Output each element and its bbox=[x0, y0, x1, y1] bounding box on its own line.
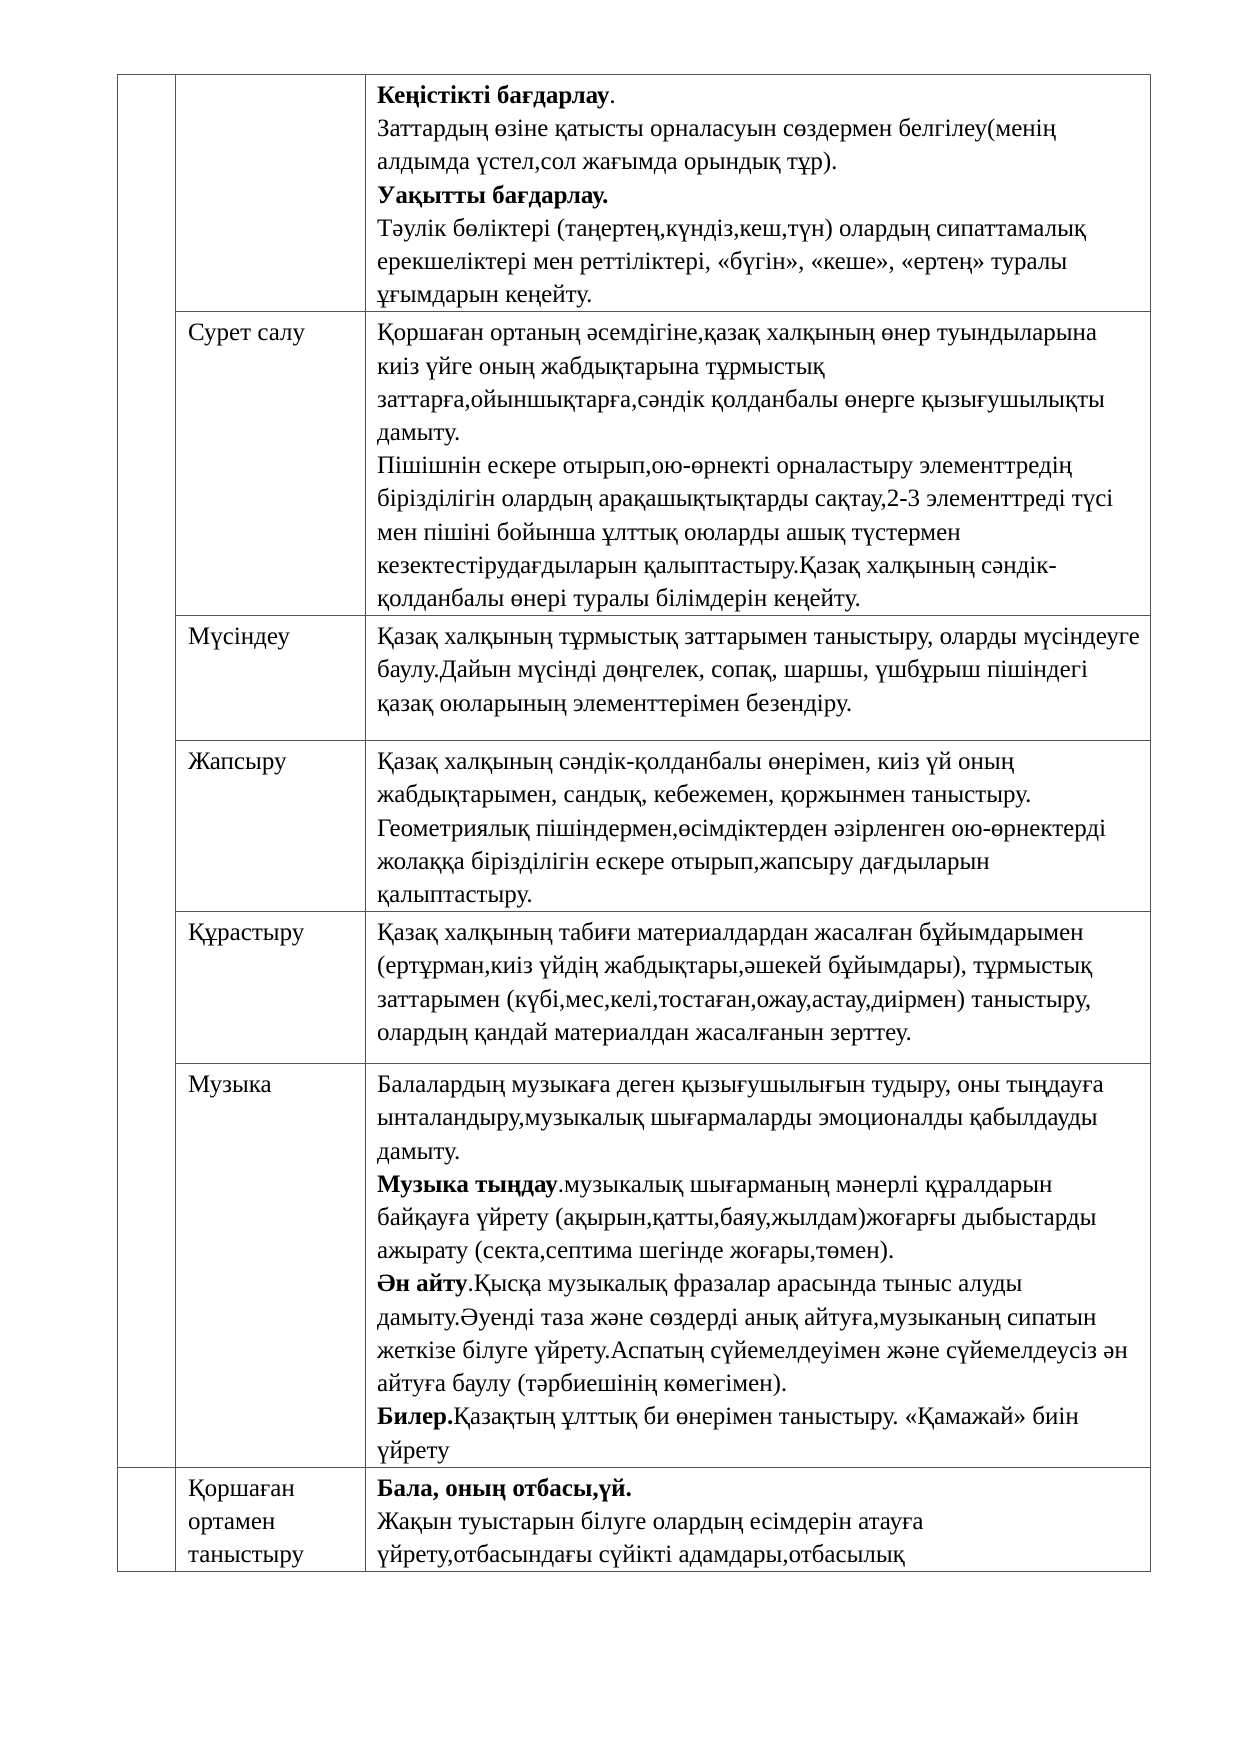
table-row bbox=[118, 616, 1151, 741]
bold-heading: Кеңістікті бағдарлау bbox=[377, 82, 610, 109]
table-row bbox=[118, 1064, 1151, 1467]
bold-heading: Бала, оның отбасы,үй. bbox=[377, 1474, 632, 1502]
content-paragraph bbox=[377, 449, 1142, 615]
subject-label: Құрастыру bbox=[188, 919, 305, 947]
paragraph-text: Қазақтың ұлттық би өнерімен таныстыру. «Қамажай» биін үйрету bbox=[377, 1403, 1079, 1464]
subject-label: Жапсыру bbox=[188, 748, 287, 776]
paragraph-text: Қазақ халқының табиғи материалдардан жасалған бұйымдарымен (ертұрман,киіз үйдің жабдықтары,әшекей бұйымдары), тұрмыстық заттарымен (күбі,мес,келі,тостаған,ожау,астау,диірмен) таныстыру, олардың қандай материалдан жасалғанын зерттеу. bbox=[377, 919, 1093, 1046]
content-paragraph bbox=[377, 316, 1142, 449]
content-cell bbox=[366, 912, 1151, 1064]
table-row bbox=[118, 312, 1151, 616]
bold-heading: Уақытты бағдарлау. bbox=[377, 181, 609, 209]
subject-cell bbox=[176, 312, 366, 616]
content-paragraph bbox=[377, 812, 1142, 912]
paragraph-text: .музыкалық шығарманың мәнерлі құралдарын байқауға үйрету (ақырын,қатты,баяу,жылдам)жоғарғы дыбыстарды ажырату (секта,септима шегінде жоғары,төмен). bbox=[377, 1170, 1097, 1265]
content-paragraph bbox=[377, 179, 1142, 212]
subject-label: Сурет салу bbox=[188, 319, 306, 347]
subject-label: Музыка bbox=[188, 1071, 272, 1099]
paragraph-text: Пішішнін ескере отырып,ою-өрнекті орналастыру элементтредің бірізділігін олардың арақашықтықтарды сақтау,2-3 элементтреді түсі мен пішіні бойынша ұлттық оюларды ашық түстермен кезектестірудағдыларын қалыптастыру.Қазақ халқының сәндік-қолданбалы өнері туралы білімдерін кеңейту. bbox=[377, 452, 1114, 613]
subject-cell bbox=[176, 1467, 366, 1572]
curriculum-table bbox=[117, 74, 1151, 1572]
paragraph-text: Балалардың музыкаға деген қызығушылығын тудыру, оны тыңдауға ынталандыру,музыкалық шығармаларды эмоционалды қабылдауды дамыту. bbox=[377, 1071, 1104, 1165]
content-paragraph bbox=[377, 1267, 1142, 1400]
paragraph-text: Заттардың өзіне қатысты орналасуын сөздермен белгілеу(менің алдымда үстел,сол жағымда орындық тұр). bbox=[377, 115, 1056, 176]
content-cell bbox=[366, 1064, 1151, 1467]
bold-heading: Билер. bbox=[377, 1403, 454, 1431]
paragraph-text: Тәулік бөліктері (таңертең,күндіз,кеш,түн) олардың сипаттамалық ерекшеліктері мен реттіліктері, «бүгін», «кеше», «ертең» туралы ұғымдарын кеңейту. bbox=[377, 214, 1087, 309]
subject-cell bbox=[176, 912, 366, 1064]
index-cell bbox=[118, 1467, 176, 1572]
content-cell bbox=[366, 616, 1151, 741]
bold-heading: Музыка тыңдау bbox=[377, 1170, 558, 1198]
table-row bbox=[118, 912, 1151, 1064]
content-paragraph bbox=[377, 112, 1142, 178]
subject-cell bbox=[176, 741, 366, 912]
subject-label: Қоршаған ортамен таныстыру bbox=[188, 1474, 304, 1569]
table-row bbox=[118, 1467, 1151, 1572]
content-paragraph bbox=[377, 1068, 1142, 1168]
paragraph-text: .Қысқа музыкалық фразалар арасында тыныс алуды дамыту.Әуенді таза және сөздерді анық айтуға,музыканың сипатын жеткізе білуге үйрету.Аспатың сүйемелдеуімен және сүйемелдеусіз ән айтуға баулу (тәрбиешінің көмегімен). bbox=[377, 1270, 1128, 1398]
paragraph-text: . bbox=[609, 82, 616, 109]
subject-cell bbox=[176, 1064, 366, 1467]
content-paragraph bbox=[377, 620, 1142, 720]
paragraph-text: Жақын туыстарын білуге олардың есімдерін атауға үйрету,отбасындағы сүйікті адамдары,отбасылық bbox=[377, 1507, 924, 1569]
content-paragraph bbox=[377, 745, 1142, 811]
paragraph-text: Геометриялық пішіндермен,өсімдіктерден әзірленген ою-өрнектерді жолаққа бірізділігін ескере отырып,жапсыру дағдыларын қалыптастыру. bbox=[377, 814, 1107, 909]
content-paragraph bbox=[377, 916, 1142, 1049]
table-row bbox=[118, 75, 1151, 312]
table-row bbox=[118, 741, 1151, 912]
content-paragraph bbox=[377, 1400, 1142, 1466]
content-cell bbox=[366, 75, 1151, 312]
paragraph-text: Қазақ халқының сәндік-қолданбалы өнерімен, киіз үй оның жабдықтарымен, сандық, кебежемен, қоржынмен таныстыру. bbox=[377, 748, 1032, 809]
subject-cell bbox=[176, 75, 366, 312]
paragraph-text: Қоршаған ортаның әсемдігіне,қазақ халқының өнер туындыларына киіз үйге оның жабдықтарына тұрмыстық заттарға,ойыншықтарға,сәндік қолданбалы өнерге қызығушылықты дамыту. bbox=[377, 319, 1105, 447]
content-paragraph bbox=[377, 79, 1142, 112]
content-paragraph bbox=[377, 1168, 1142, 1268]
index-cell bbox=[118, 75, 176, 1468]
content-paragraph bbox=[377, 1505, 1142, 1571]
bold-heading: Ән айту bbox=[377, 1270, 468, 1298]
content-cell bbox=[366, 312, 1151, 616]
content-cell bbox=[366, 1467, 1151, 1572]
subject-cell bbox=[176, 616, 366, 741]
content-cell bbox=[366, 741, 1151, 912]
paragraph-text: Қазақ халқының тұрмыстық заттарымен таныстыру, оларды мүсіндеуге баулу.Дайын мүсінді дөңгелек, сопақ, шаршы, үшбұрыш пішіндегі қазақ оюларының элементтерімен безендіру. bbox=[377, 623, 1140, 717]
subject-label: Мүсіндеу bbox=[188, 623, 290, 651]
content-paragraph bbox=[377, 1472, 1142, 1505]
content-paragraph bbox=[377, 212, 1142, 312]
